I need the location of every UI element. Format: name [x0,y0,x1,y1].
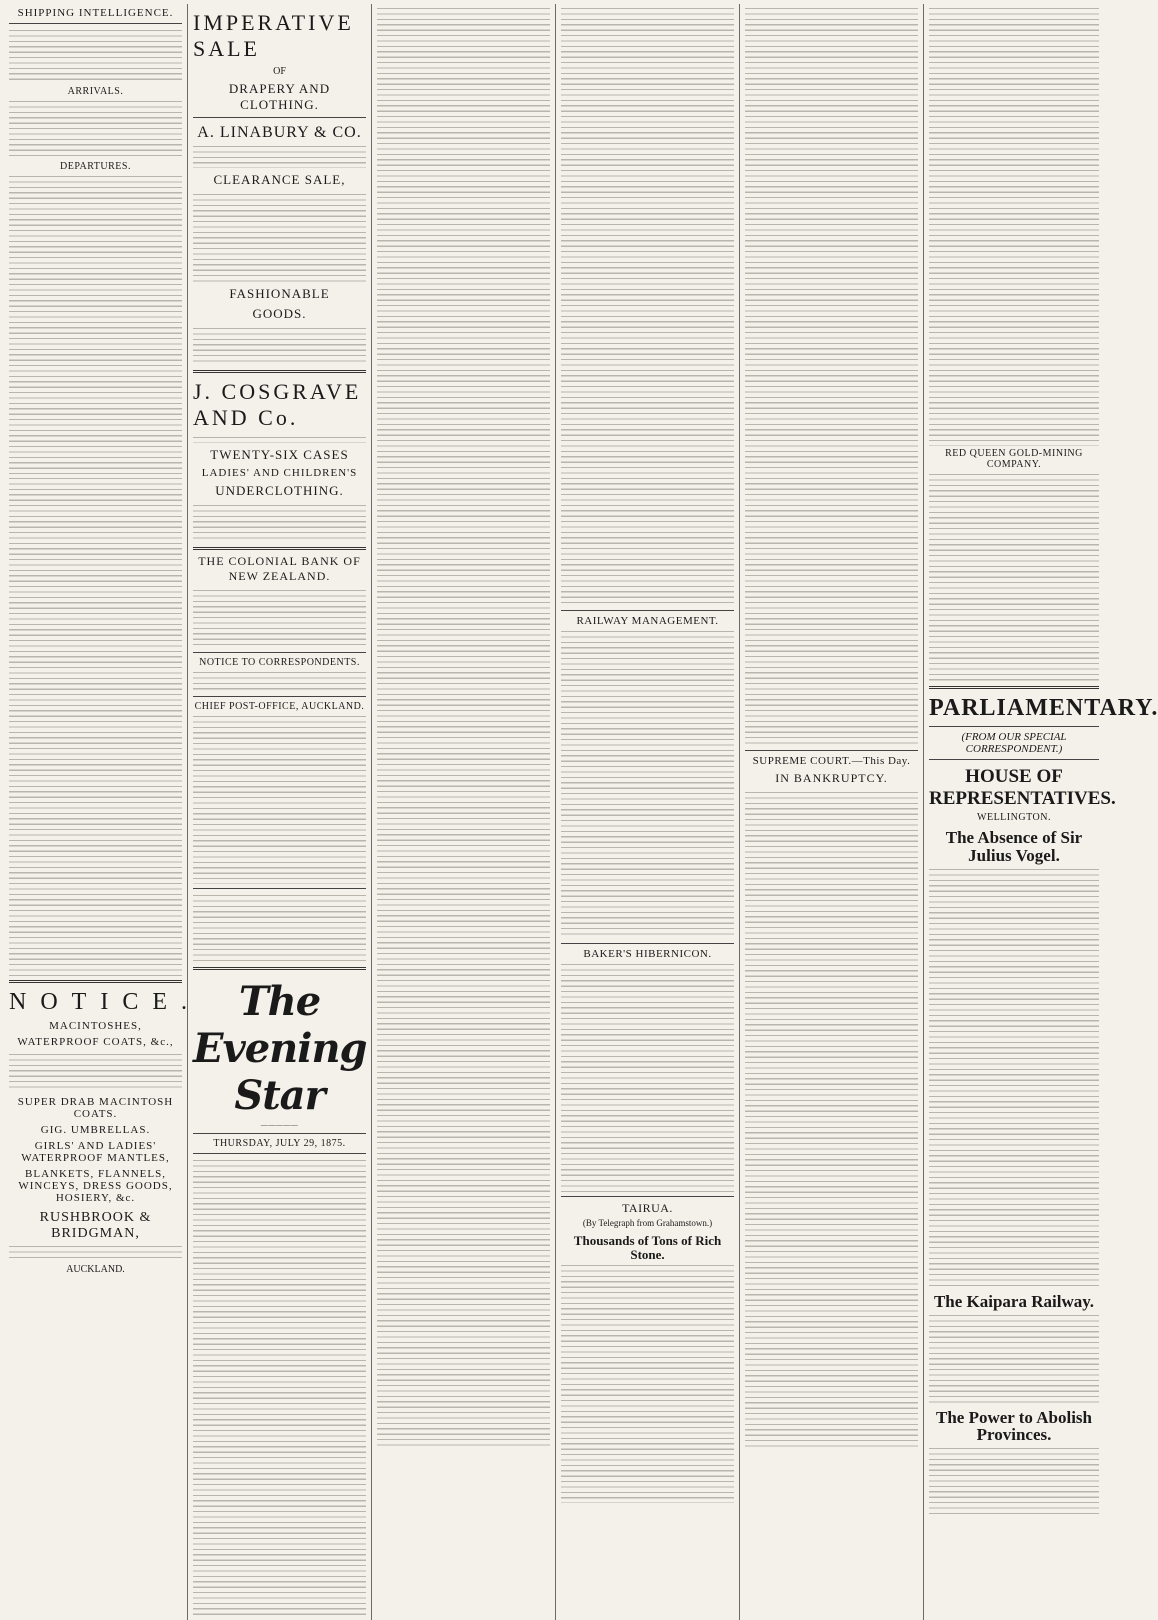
linabury-name: A. LINABURY & CO. [197,124,362,141]
clearance-sale-line: CLEARANCE SALE, [213,172,346,187]
cosgrave-heading: J. COSGRAVE AND Co. [193,379,362,430]
colonial-bank-text [193,588,366,648]
supreme-court-heading: SUPREME COURT.—This Day. [752,755,911,767]
bakers-hibernicon-text [561,962,734,1192]
macintoshes-line: MACINTOSHES, [49,1020,142,1032]
kaipara-text [929,1313,1099,1403]
colonial-bank-heading: THE COLONIAL BANK OF NEW ZEALAND. [198,554,361,583]
goods-line: GOODS. [252,306,307,321]
notice-correspondents-text [193,670,366,692]
blankets-line: BLANKETS, FLANNELS, WINCEYS, DRESS GOODS, HOSIERY, &c. [18,1168,173,1204]
shipping-news-text [9,476,182,976]
auckland-line: AUCKLAND. [66,1264,125,1275]
imperative-text-2 [193,192,366,282]
notice-correspondents-heading: NOTICE TO CORRESPONDENTS. [199,657,360,668]
arrivals-text [9,99,182,159]
column-4-text-1 [561,6,734,606]
dateline: THURSDAY, JULY 29, 1875. [213,1138,346,1149]
tairua-heading: TAIRUA. [622,1201,673,1215]
imperative-sale-heading: IMPERATIVE SALE [193,10,354,61]
house-of-representatives-heading: HOUSE OF REPRESENTATIVES. [929,766,1116,809]
editorial-text [193,1158,366,1618]
column-6-text-1 [929,6,1099,446]
column-3-text [377,6,550,1446]
shipping-intelligence-heading: SHIPPING INTELLIGENCE. [17,7,174,19]
of-line: OF [273,66,286,77]
special-correspondent-line: (FROM OUR SPECIAL CORRESPONDENT.) [961,731,1067,755]
gig-umbrellas-line: GIG. UMBRELLAS. [40,1124,151,1136]
column-5 [740,4,924,1620]
notice-text [9,1052,182,1092]
temperance-text [193,893,366,963]
arrivals-heading: ARRIVALS. [67,86,124,97]
parliamentary-heading: PARLIAMENTARY. [929,695,1158,721]
wellington-line: WELLINGTON. [977,812,1051,823]
kaipara-railway-heading: The Kaipara Railway. [933,1291,1095,1311]
cosgrave-text-2 [193,503,366,543]
railway-management-text [561,629,734,939]
red-queen-heading: RED QUEEN GOLD-MINING COMPANY. [945,448,1083,470]
twenty-six-cases-line: TWENTY-SIX CASES [210,447,349,462]
power-abolish-heading: The Power to Abolish Provinces. [935,1407,1092,1445]
column-1 [4,4,201,1620]
column-4 [556,4,740,1620]
waterproof-line: WATERPROOF COATS, &c., [17,1036,174,1048]
in-bankruptcy-heading: IN BANKRUPTCY. [775,771,888,785]
rushbrook-text [9,1244,182,1262]
evening-star-masthead: The Evening Star [193,978,367,1119]
power-abolish-text [929,1446,1099,1516]
tairua-text [561,1263,734,1503]
bankruptcy-text [745,790,918,1450]
thousands-of-tons-heading: Thousands of Tons of Rich Stone. [573,1233,722,1262]
cosgrave-text-1 [193,435,366,443]
column-2 [188,4,372,1620]
bakers-hibernicon-heading: BAKER'S HIBERNICON. [583,948,712,960]
tairua-subheading: (By Telegraph from Grahamstown.) [582,1218,713,1228]
column-5-text-1 [745,6,918,746]
departures-heading: DEPARTURES. [60,161,131,172]
column-3 [372,4,556,1620]
departures-text [9,174,182,474]
column-6 [924,4,1158,1620]
drapery-heading: DRAPERY AND CLOTHING. [228,81,331,112]
tide-text [9,28,182,84]
rushbrook-line: RUSHBROOK & BRIDGMAN, [39,1210,152,1241]
underclothing-line: UNDERCLOTHING. [215,483,344,498]
masthead-motto: ————— [260,1121,299,1129]
railway-management-heading: RAILWAY MANAGEMENT. [576,615,719,627]
fashionable-line: FASHIONABLE [229,286,330,301]
chief-post-office-heading: CHIEF POST-OFFICE, AUCKLAND. [194,701,365,712]
absence-vogel-text [929,867,1099,1287]
ladies-childrens-line: LADIES' AND CHILDREN'S [201,467,358,479]
girls-ladies-line: GIRLS' AND LADIES' WATERPROOF MANTLES, [21,1140,170,1164]
notice-heading: NOTICE. [9,989,201,1015]
post-office-text [193,714,366,884]
imperative-text-1 [193,144,366,168]
imperative-text-3 [193,326,366,366]
red-queen-text [929,472,1099,682]
super-drab-line: SUPER DRAB MACINTOSH COATS. [17,1096,174,1120]
absence-vogel-heading: The Absence of Sir Julius Vogel. [945,828,1083,865]
